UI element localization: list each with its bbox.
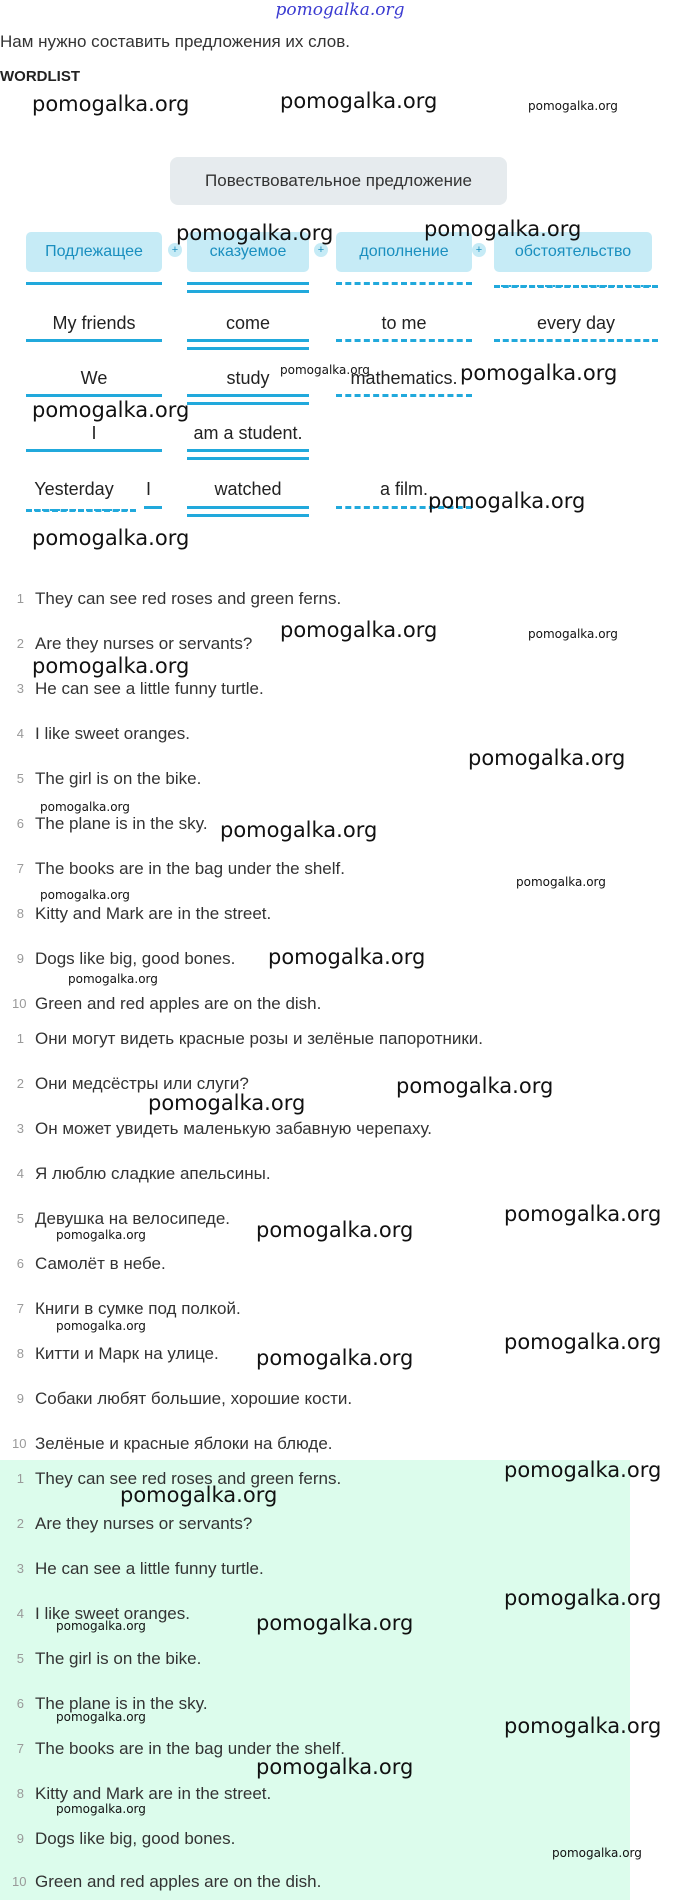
legend-object-underline	[336, 282, 472, 285]
watermark: pomogalka.org	[460, 361, 618, 385]
item-text: The plane is in the sky.	[35, 814, 208, 833]
watermark: pomogalka.org	[176, 221, 334, 245]
list-item	[0, 1387, 680, 1417]
item-number: 8	[16, 1346, 24, 1361]
watermark: pomogalka.org	[256, 1346, 414, 1370]
item-number: 5	[16, 1651, 24, 1666]
item-text: The girl is on the bike.	[35, 769, 202, 788]
item-number: 8	[16, 906, 24, 921]
item-number: 10	[12, 1874, 27, 1889]
subject-underline	[144, 506, 162, 509]
item-text: They can see red roses and green ferns.	[35, 589, 342, 608]
example-cell: I	[91, 423, 97, 443]
list-item	[0, 767, 680, 797]
example-subject: I	[146, 479, 152, 499]
list-item	[0, 587, 680, 617]
item-text: Green and red apples are on the dish.	[35, 994, 322, 1013]
watermark: pomogalka.org	[280, 363, 370, 377]
item-text: Dogs like big, good bones.	[35, 1829, 236, 1848]
item-number: 4	[16, 1166, 24, 1181]
example-cell: study	[226, 368, 270, 388]
item-number: 2	[16, 1516, 24, 1531]
item-number: 6	[16, 1696, 24, 1711]
item-number: 2	[16, 636, 24, 651]
watermark: pomogalka.org	[32, 654, 190, 678]
item-text: Green and red apples are on the dish.	[35, 1872, 322, 1891]
role-adverbial: обстоятельство	[494, 232, 652, 272]
watermark: pomogalka.org	[32, 92, 190, 116]
item-number: 2	[16, 1076, 24, 1091]
watermark: pomogalka.org	[396, 1074, 554, 1098]
watermark: pomogalka.org	[40, 800, 130, 814]
item-number: 3	[16, 1561, 24, 1576]
item-number: 4	[16, 1606, 24, 1621]
example-cell: every day	[536, 313, 616, 333]
example-cell: We	[80, 368, 108, 388]
item-text: Они могут видеть красные розы и зелёные папоротники.	[35, 1029, 484, 1048]
watermark: pomogalka.org	[32, 526, 190, 550]
predicate-underline	[187, 394, 309, 397]
subject-underline	[26, 394, 162, 397]
item-text: Kitty and Mark are in the street.	[35, 1784, 272, 1803]
example-cell: a film.	[379, 479, 428, 499]
item-number: 3	[16, 681, 24, 696]
wordlist-label: WORDLIST	[0, 68, 80, 85]
item-text: They can see red roses and green ferns.	[35, 1469, 342, 1488]
item-number: 9	[16, 1831, 24, 1846]
watermark: pomogalka.org	[424, 217, 582, 241]
example-cell: My friends	[52, 313, 136, 333]
watermark: pomogalka.org	[504, 1202, 662, 1226]
legend-adverbial-underline	[494, 285, 658, 288]
watermark: pomogalka.org	[120, 1483, 278, 1507]
adverbial-underline	[26, 509, 136, 512]
subject-underline	[26, 339, 162, 342]
watermark: pomogalka.org	[56, 1228, 146, 1242]
item-number: 3	[16, 1121, 24, 1136]
item-number: 10	[12, 1436, 27, 1451]
item-number: 8	[16, 1786, 24, 1801]
item-number: 7	[16, 1741, 24, 1756]
example-adverbial: Yesterday	[34, 479, 114, 499]
item-text: I like sweet oranges.	[35, 1604, 190, 1623]
item-text: The plane is in the sky.	[35, 1694, 208, 1713]
list-item	[0, 1072, 680, 1102]
example-cell: to me	[381, 313, 427, 333]
item-number: 7	[16, 1301, 24, 1316]
item-number: 1	[16, 1031, 24, 1046]
item-text: Самолёт в небе.	[35, 1254, 166, 1273]
item-text: Are they nurses or servants?	[35, 1514, 253, 1533]
watermark: pomogalka.org	[56, 1710, 146, 1724]
item-number: 4	[16, 726, 24, 741]
watermark: pomogalka.org	[256, 1218, 414, 1242]
list-item	[0, 992, 680, 1022]
item-text: He can see a little funny turtle.	[35, 679, 264, 698]
item-number: 5	[16, 1211, 24, 1226]
item-text: Книги в сумке под полкой.	[35, 1299, 241, 1318]
item-text: Они медсёстры или слуги?	[35, 1074, 249, 1093]
list-item	[0, 1252, 680, 1282]
item-text: Китти и Марк на улице.	[35, 1344, 219, 1363]
plus-icon: +	[314, 243, 328, 257]
item-text: Собаки любят большие, хорошие кости.	[35, 1389, 353, 1408]
legend-subject-underline	[26, 282, 162, 285]
item-text: Он может увидеть маленькую забавную черепаху.	[35, 1119, 432, 1138]
answer-item	[0, 1870, 680, 1900]
watermark: pomogalka.org	[32, 398, 190, 422]
watermark: pomogalka.org	[40, 888, 130, 902]
adverbial-underline	[494, 339, 658, 342]
watermark: pomogalka.org	[504, 1330, 662, 1354]
watermark: pomogalka.org	[504, 1586, 662, 1610]
answer-item	[0, 1647, 680, 1677]
item-number: 9	[16, 951, 24, 966]
example-cell: come	[225, 313, 270, 333]
item-text: I like sweet oranges.	[35, 724, 190, 743]
watermark: pomogalka.org	[256, 1611, 414, 1635]
list-item	[0, 902, 680, 932]
role-subject: Подлежащее	[26, 232, 162, 272]
predicate-underline	[187, 506, 309, 509]
example-cell: am a student.	[193, 423, 303, 443]
watermark: pomogalka.org	[220, 818, 378, 842]
answer-item	[0, 1512, 680, 1542]
watermark: pomogalka.org	[56, 1802, 146, 1816]
role-object: дополнение	[336, 232, 472, 272]
item-number: 6	[16, 816, 24, 831]
watermark: pomogalka.org	[504, 1458, 662, 1482]
watermark: pomogalka.org	[256, 1755, 414, 1779]
site-link[interactable]: pomogalka.org	[275, 0, 405, 20]
example-cell: mathematics.	[350, 368, 458, 388]
plus-icon: +	[168, 243, 182, 257]
answer-item	[0, 1557, 680, 1587]
predicate-underline	[187, 449, 309, 452]
item-text: Are they nurses or servants?	[35, 634, 253, 653]
watermark: pomogalka.org	[68, 972, 158, 986]
item-number: 1	[16, 1471, 24, 1486]
item-text: The girl is on the bike.	[35, 1649, 202, 1668]
item-text: Девушка на велосипеде.	[35, 1209, 230, 1228]
list-item	[0, 1162, 680, 1192]
role-predicate: сказуемое	[187, 232, 309, 272]
legend-predicate-underline	[187, 282, 309, 285]
predicate-underline	[187, 339, 309, 342]
item-text: Зелёные и красные яблоки на блюде.	[35, 1434, 333, 1453]
item-number: 5	[16, 771, 24, 786]
list-item	[0, 1027, 680, 1057]
watermark: pomogalka.org	[56, 1319, 146, 1333]
watermark: pomogalka.org	[516, 875, 606, 889]
item-text: He can see a little funny turtle.	[35, 1559, 264, 1578]
watermark: pomogalka.org	[504, 1714, 662, 1738]
item-text: Kitty and Mark are in the street.	[35, 904, 272, 923]
watermark: pomogalka.org	[56, 1619, 146, 1633]
watermark: pomogalka.org	[468, 746, 626, 770]
watermark: pomogalka.org	[428, 489, 586, 513]
intro-text: Нам нужно составить предложения их слов.	[0, 32, 350, 51]
sentence-type-badge: Повествовательное предложение	[170, 157, 507, 205]
watermark: pomogalka.org	[552, 1846, 642, 1860]
watermark: pomogalka.org	[528, 627, 618, 641]
item-number: 9	[16, 1391, 24, 1406]
item-number: 1	[16, 591, 24, 606]
subject-underline	[26, 449, 162, 452]
item-number: 7	[16, 861, 24, 876]
item-text: Я люблю сладкие апельсины.	[35, 1164, 271, 1183]
watermark: pomogalka.org	[268, 945, 426, 969]
item-text: The books are in the bag under the shelf.	[35, 859, 345, 878]
plus-icon: +	[472, 243, 486, 257]
item-text: Dogs like big, good bones.	[35, 949, 236, 968]
example-cell: watched	[214, 479, 282, 499]
list-item	[0, 677, 680, 707]
list-item	[0, 1117, 680, 1147]
watermark: pomogalka.org	[280, 89, 438, 113]
object-underline	[336, 339, 472, 342]
watermark: pomogalka.org	[528, 99, 618, 113]
item-number: 6	[16, 1256, 24, 1271]
item-number: 10	[12, 996, 27, 1011]
item-text: The books are in the bag under the shelf.	[35, 1739, 345, 1758]
watermark: pomogalka.org	[148, 1091, 306, 1115]
object-underline	[336, 394, 472, 397]
watermark: pomogalka.org	[280, 618, 438, 642]
